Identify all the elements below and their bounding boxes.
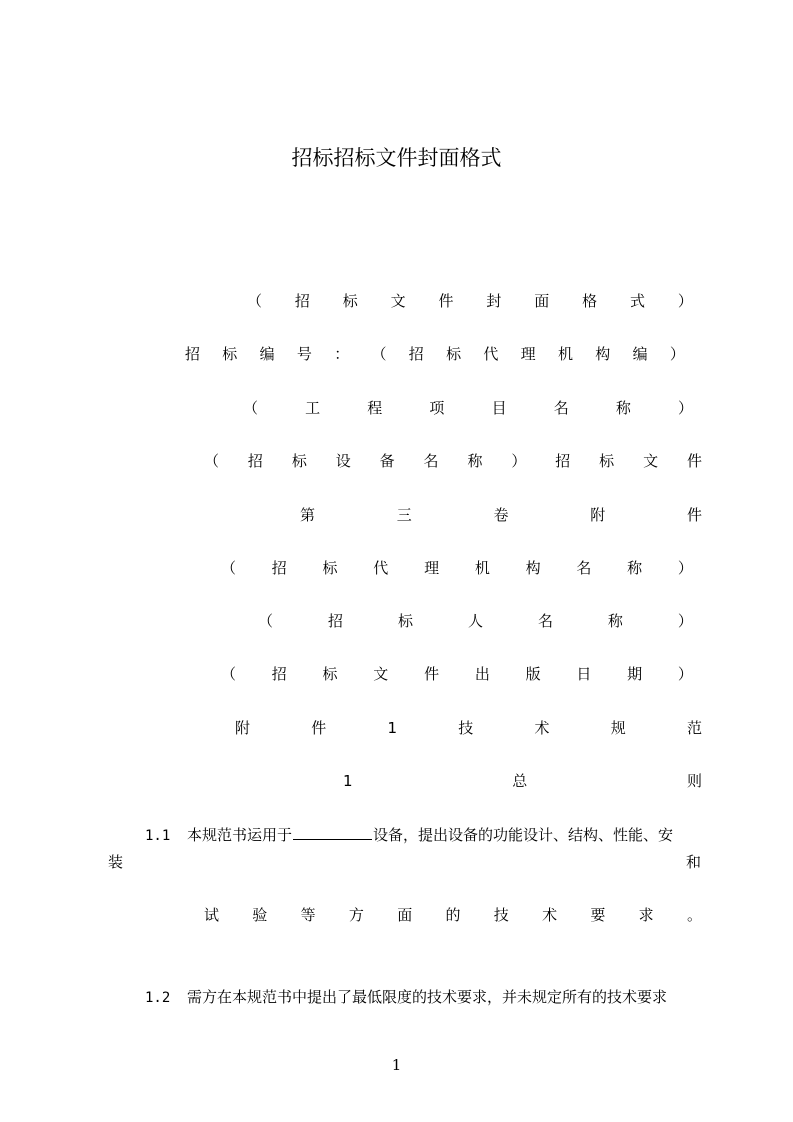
spaced-char: 件 [311,719,327,737]
spaced-char: 出 [474,665,490,683]
clause-1-1-wrap-left: 装 [108,853,124,871]
tenderer-name-line [258,611,693,631]
spaced-char: ） [669,345,685,363]
spaced-char: 文 [390,292,406,310]
spaced-char: 构 [525,559,541,577]
spaced-char: 号 [296,345,312,363]
spaced-char: 试 [204,906,220,924]
spaced-char: 总 [512,772,528,790]
spaced-char: 招 [185,345,201,363]
spaced-char: 称 [615,399,631,417]
spaced-char: 技 [458,719,474,737]
spaced-char: ： [334,345,350,363]
spaced-char: 面 [397,906,413,924]
clause-text: 需方在本规范书中提出了最低限度的技术要求，并未规定所有的技术要求 [187,988,668,1006]
spaced-char: 备 [379,452,395,470]
spaced-char: 编 [259,345,275,363]
spaced-char: （ [258,612,274,630]
spaced-char: 招 [408,345,424,363]
spaced-char: 代 [373,559,389,577]
spaced-char: 面 [534,292,550,310]
annex-spec-line [235,718,702,738]
spaced-char: ） [677,399,693,417]
spaced-char: （ [247,292,263,310]
project-name-line [243,398,693,418]
spaced-char: （ [243,399,259,417]
spaced-char: 标 [322,665,338,683]
spaced-char: 理 [424,559,440,577]
spaced-char: （ [371,345,387,363]
spaced-char: 项 [429,399,445,417]
cover-format-line [247,291,693,311]
clause-1-1-wrap-right: 和 [686,853,702,871]
spaced-char: 规 [610,719,626,737]
spaced-char: 期 [627,665,643,683]
general-line [343,771,702,791]
spaced-char: 则 [686,772,702,790]
spaced-char: 招 [271,665,287,683]
spaced-char: 设 [335,452,351,470]
spaced-char: 附 [590,506,606,524]
spaced-char: 技 [493,906,509,924]
spaced-char: 招 [555,452,571,470]
spaced-char: 人 [467,612,483,630]
spaced-char: 验 [252,906,268,924]
spaced-char: ） [511,452,527,470]
spaced-char: 标 [599,452,615,470]
spaced-char: 附 [235,719,251,737]
spaced-char: 等 [300,906,316,924]
spaced-char: 称 [467,452,483,470]
spaced-char: 的 [445,906,461,924]
spaced-char: 件 [686,452,702,470]
spaced-char: 名 [576,559,592,577]
spaced-char: 求 [638,906,654,924]
spaced-char: 招 [327,612,343,630]
clause-1-1-continuation [204,905,702,925]
spaced-char: 名 [537,612,553,630]
spaced-char: 构 [595,345,611,363]
spaced-char: 范 [686,719,702,737]
spaced-char: （ [221,559,237,577]
publish-date-line [221,664,693,684]
spaced-char: 招 [247,452,263,470]
spaced-char: 标 [322,559,338,577]
spaced-char: ） [677,559,693,577]
spaced-char: 日 [576,665,592,683]
spaced-char: 机 [557,345,573,363]
spaced-char: 文 [373,665,389,683]
spaced-char: 术 [542,906,558,924]
spaced-char: 目 [491,399,507,417]
spaced-char: 。 [686,906,702,924]
spaced-char: 三 [396,506,412,524]
spaced-char: 要 [590,906,606,924]
spaced-char: 标 [291,452,307,470]
spaced-char: 标 [397,612,413,630]
spaced-char: ） [677,612,693,630]
spaced-char: 招 [271,559,287,577]
spaced-char: 代 [483,345,499,363]
fill-in-blank [293,825,372,840]
clause-text-after: 设备，提出设备的功能设计、结构、性能、安 [373,826,674,844]
clause-1-1 [145,825,673,846]
spaced-char: 理 [520,345,536,363]
spaced-char: 式 [630,292,646,310]
spaced-char: 文 [643,452,659,470]
spaced-char: 称 [607,612,623,630]
spaced-char: 1 [343,772,353,790]
spaced-char: （ [204,452,220,470]
page-number: 1 [391,1056,402,1074]
spaced-char: ） [677,665,693,683]
spaced-char: 版 [525,665,541,683]
spaced-char: 卷 [493,506,509,524]
page-title: 招标招标文件封面格式 [291,146,502,170]
spaced-char: 1 [387,719,398,737]
spaced-char: 件 [686,506,702,524]
volume-annex-line [300,505,702,525]
spaced-char: 招 [294,292,310,310]
spaced-char: 机 [474,559,490,577]
spaced-char: 标 [446,345,462,363]
spaced-char: 标 [342,292,358,310]
spaced-char: 名 [423,452,439,470]
tender-number-line [185,344,685,364]
spaced-char: 件 [438,292,454,310]
clause-number: 1.2 [145,990,171,1006]
spaced-char: 名 [553,399,569,417]
equipment-tender-line [204,451,702,471]
spaced-char: 封 [486,292,502,310]
clause-number: 1.1 [145,828,171,844]
spaced-char: （ [221,665,237,683]
spaced-char: 第 [300,506,316,524]
spaced-char: 件 [424,665,440,683]
clause-1-2 [145,987,667,1008]
spaced-char: 方 [348,906,364,924]
spaced-char: 程 [367,399,383,417]
agency-name-line [221,558,693,578]
spaced-char: 标 [222,345,238,363]
spaced-char: 格 [582,292,598,310]
spaced-char: ） [677,292,693,310]
spaced-char: 术 [534,719,550,737]
spaced-char: 称 [627,559,643,577]
spaced-char: 编 [632,345,648,363]
clause-text-before: 本规范书运用于 [187,826,293,844]
spaced-char: 工 [305,399,321,417]
